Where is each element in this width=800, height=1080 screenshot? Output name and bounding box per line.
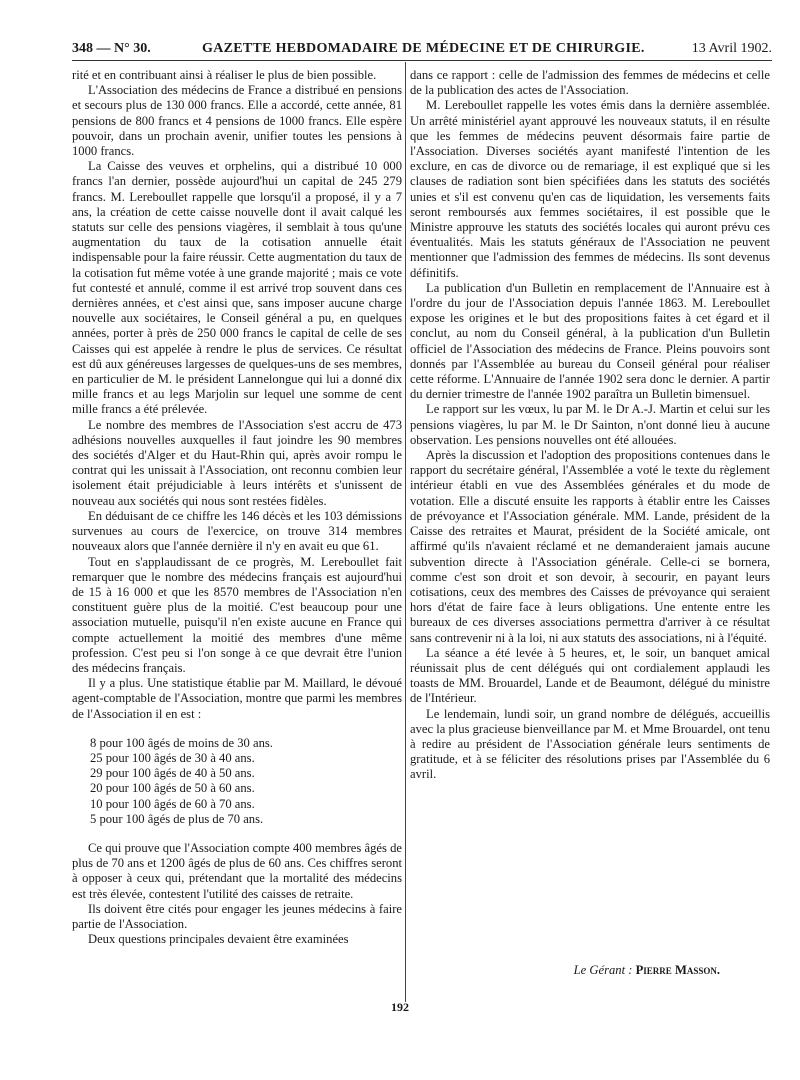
paragraph: La séance a été levée à 5 heures, et, le soir, un banquet amical réunissait plus de cent délégués qui ont cordialement applaudi les toasts de MM. Brouardel, Lande et de Beaumont, délégué du ministre de l'Intérieur. [410,645,770,706]
left-column [72,68,402,947]
paragraph: Il y a plus. Une statistique établie par M. Maillard, le dévoué agent-comptable de l'Association, montre que parmi les membres de l'Association il en est : [72,676,402,721]
age-statistic: 10 pour 100 âgés de 60 à 70 ans. [90,796,255,811]
age-statistic: 29 pour 100 âgés de 40 à 50 ans. [90,766,255,781]
age-statistics-list [90,736,402,827]
age-statistic: 8 pour 100 âgés de moins de 30 ans. [90,735,273,750]
signature-name: Pierre Masson. [635,963,720,977]
paragraph: M. Lereboullet rappelle les votes émis dans la dernière assemblée. Un arrêté ministériel ayant approuvé les nouveaux statuts, il en résulte que les femmes de médecins peuvent désormais faire partie de l'Association. Diverses sociétés ayant manifesté l'intention de les exclure, en cas de divorce ou de remariage, il est expliqué que si les clauses de radiation sont bien spécifiées dans les statuts des sociétés unies et s'il est convenu qu'en cas de liquidation, les versements faits seront remboursés aux femmes sociétaires, il est possible que le Ministre approuve les statuts des sociétés locales qui auront prévu ces éventualités. Mais les statuts généraux de l'Association ne peuvent mentionner que l'admission des femmes de médecins. Ils sont devenus définitifs. [410,98,770,280]
paragraph: Ce qui prouve que l'Association compte 400 membres âgés de plus de 70 ans et 1200 âgés de plus de 60 ans. Ces chiffres seront à opposer à ceux qui, prétendant que la mortalité des médecins est très élevée, contestent l'utilité des caisses de retraite. [72,840,402,901]
column-divider [405,62,406,1002]
paragraph: Le rapport sur les vœux, lu par M. le Dr A.-J. Martin et celui sur les pensions viagères, lu par M. le Dr Sainton, n'ont donné lieu à aucune observation. Les pensions nouvelles ont été allouées. [410,402,770,447]
paragraph: rité et en contribuant ainsi à réaliser le plus de bien possible. [72,68,377,82]
running-header [72,38,772,61]
paragraph: L'Association des médecins de France a distribué en pensions et secours plus de 130 000 francs. Elle a accordé, cette année, 81 pensions de 800 francs et 4 pensions de 1000 francs. Elle espère pouvoir, dans un prochain avenir, unifier toutes les pensions à 1000 francs. [72,83,402,159]
page-issue-number: 348 — N° 30. [72,41,151,56]
paragraph: Le lendemain, lundi soir, un grand nombre de délégués, accueillis avec la plus gracieuse bienveillance par M. et Mme Brouardel, ont tenu à redire au président de l'Association générale leurs sentiments de gratitude, et à se féliciter des résolutions prises par l'Assemblée du 6 avril. [410,706,770,782]
paragraph: Ils doivent être cités pour engager les jeunes médecins à faire partie de l'Association. [72,901,402,931]
age-statistic: 5 pour 100 âgés de plus de 70 ans. [90,811,264,826]
paragraph: dans ce rapport : celle de l'admission des femmes de médecins et celle de la publication des actes de l'Association. [410,68,770,98]
age-statistic: 20 pour 100 âgés de 50 à 60 ans. [90,781,255,796]
journal-title: GAZETTE HEBDOMADAIRE DE MÉDECINE ET DE CHIRURGIE. [202,41,645,56]
right-column [410,68,770,783]
issue-date: 13 Avril 1902. [691,41,772,56]
paragraph: Tout en s'applaudissant de ce progrès, M. Lereboullet fait remarquer que le nombre des médecins français est aujourd'hui de 15 à 16 000 et que les 8570 membres de l'Association n'en constituent guère plus de la moitié. C'est beaucoup pour une association mutuelle, puisqu'il n'en existe aucune en France qui compte actuellement la moitié des membres d'une même profession. C'est peu si l'on songe à ce que devrait être l'union des médecins français. [72,554,402,675]
paragraph: En déduisant de ce chiffre les 146 décès et les 103 démissions survenues au cours de l'exercice, on trouve 314 membres nouveaux alors que l'année dernière il n'y en avait eu que 61. [72,508,402,554]
paragraph: Après la discussion et l'adoption des propositions contenues dans le rapport du secrétaire général, l'Assemblée a voté le texte du règlement intérieur établi en vue des Assemblées générales et du mode de votation. Elle a discuté ensuite les rapports à établir entre les Caisses de prévoyance et l'Association générale. MM. Lande, président de la Caisse des retraites et Maurat, président de la Société amicale, ont affirmé qu'ils n'avaient réclamé et ne demanderaient jamais aucune subvention directe à l'Association générale. Celle-ci se bornera, comme c'est son droit et son devoir, à secourir, en payant leurs cotisations, ceux des membres des Caisses de prévoyance qui seraient hors d'état de faire face à leurs obligations. Une entente entre les bureaux de ces diverses associations permettra d'arriver à ce résultat sans contrevenir ni à la loi, ni aux statuts des associations, ni à l'équité. [410,448,770,645]
paragraph: Deux questions principales devaient être examinées [88,932,349,947]
paragraph: La Caisse des veuves et orphelins, qui a distribué 10 000 francs l'an dernier, possède aujourd'hui un capital de 245 279 francs. M. Lereboullet rappelle que lorsqu'il a proposé, il y a 7 ans, la création de cette caisse nouvelle dont il avait calqué les statuts sur celle des pensions viagères, il semblait à tous qu'une augmentation du taux de la cotisation annuelle était indispensable pour la faire réussir. Cette augmentation du taux de la cotisation fut même votée à une grande majorité ; mais ce vote fut contesté et annulé, comme il est arrivé trop souvent dans ces dernières années, et c'est ainsi que, sans imposer aucune charge nouvelle aux sociétaires, le Conseil général a pu, en quelques années, porter à près de 250 000 francs le capital de celle de ses Caisses qui est appelée à rendre le plus de services. Ce résultat est dû aux généreuses largesses de quelques-uns de ses membres, en particulier de M. le président Lannelongue qui lui a donné dix mille francs et au legs Marjolin sur lequel une somme de cent mille francs a été prélevée. [72,159,402,417]
age-statistic: 25 pour 100 âgés de 30 à 40 ans. [90,750,255,765]
page-number: 192 [391,1000,409,1014]
paragraph: Le nombre des membres de l'Association s'est accru de 473 adhésions nouvelles auxquelles il faut joindre les 90 membres des sociétés d'Alger et du Haut-Rhin qui, après avoir rompu le contrat qui les unissait à l'Association, ont reconnu combien leur isolement était préjudiciable à leurs intérêts et s'unissent de nouveau aux sociétés qui nous sont restées fidèles. [72,417,402,508]
signature-line [410,963,720,978]
paragraph: La publication d'un Bulletin en remplacement de l'Annuaire est à l'ordre du jour de l'Association depuis l'année 1863. M. Lereboullet expose les origines et le but des propositions faites à cet égard et il conclut, au nom du Conseil général, à la publication d'un Bulletin officiel de l'Association des médecins de France. Pleins pouvoirs sont donnés par l'Assemblée au bureau du Conseil général pour réaliser cette réforme. L'Annuaire de l'année 1902 sera donc le dernier. A partir du dernier trimestre de l'année 1902 paraîtra un Bulletin bimensuel. [410,280,770,402]
signature-label: Le Gérant : [573,963,633,977]
